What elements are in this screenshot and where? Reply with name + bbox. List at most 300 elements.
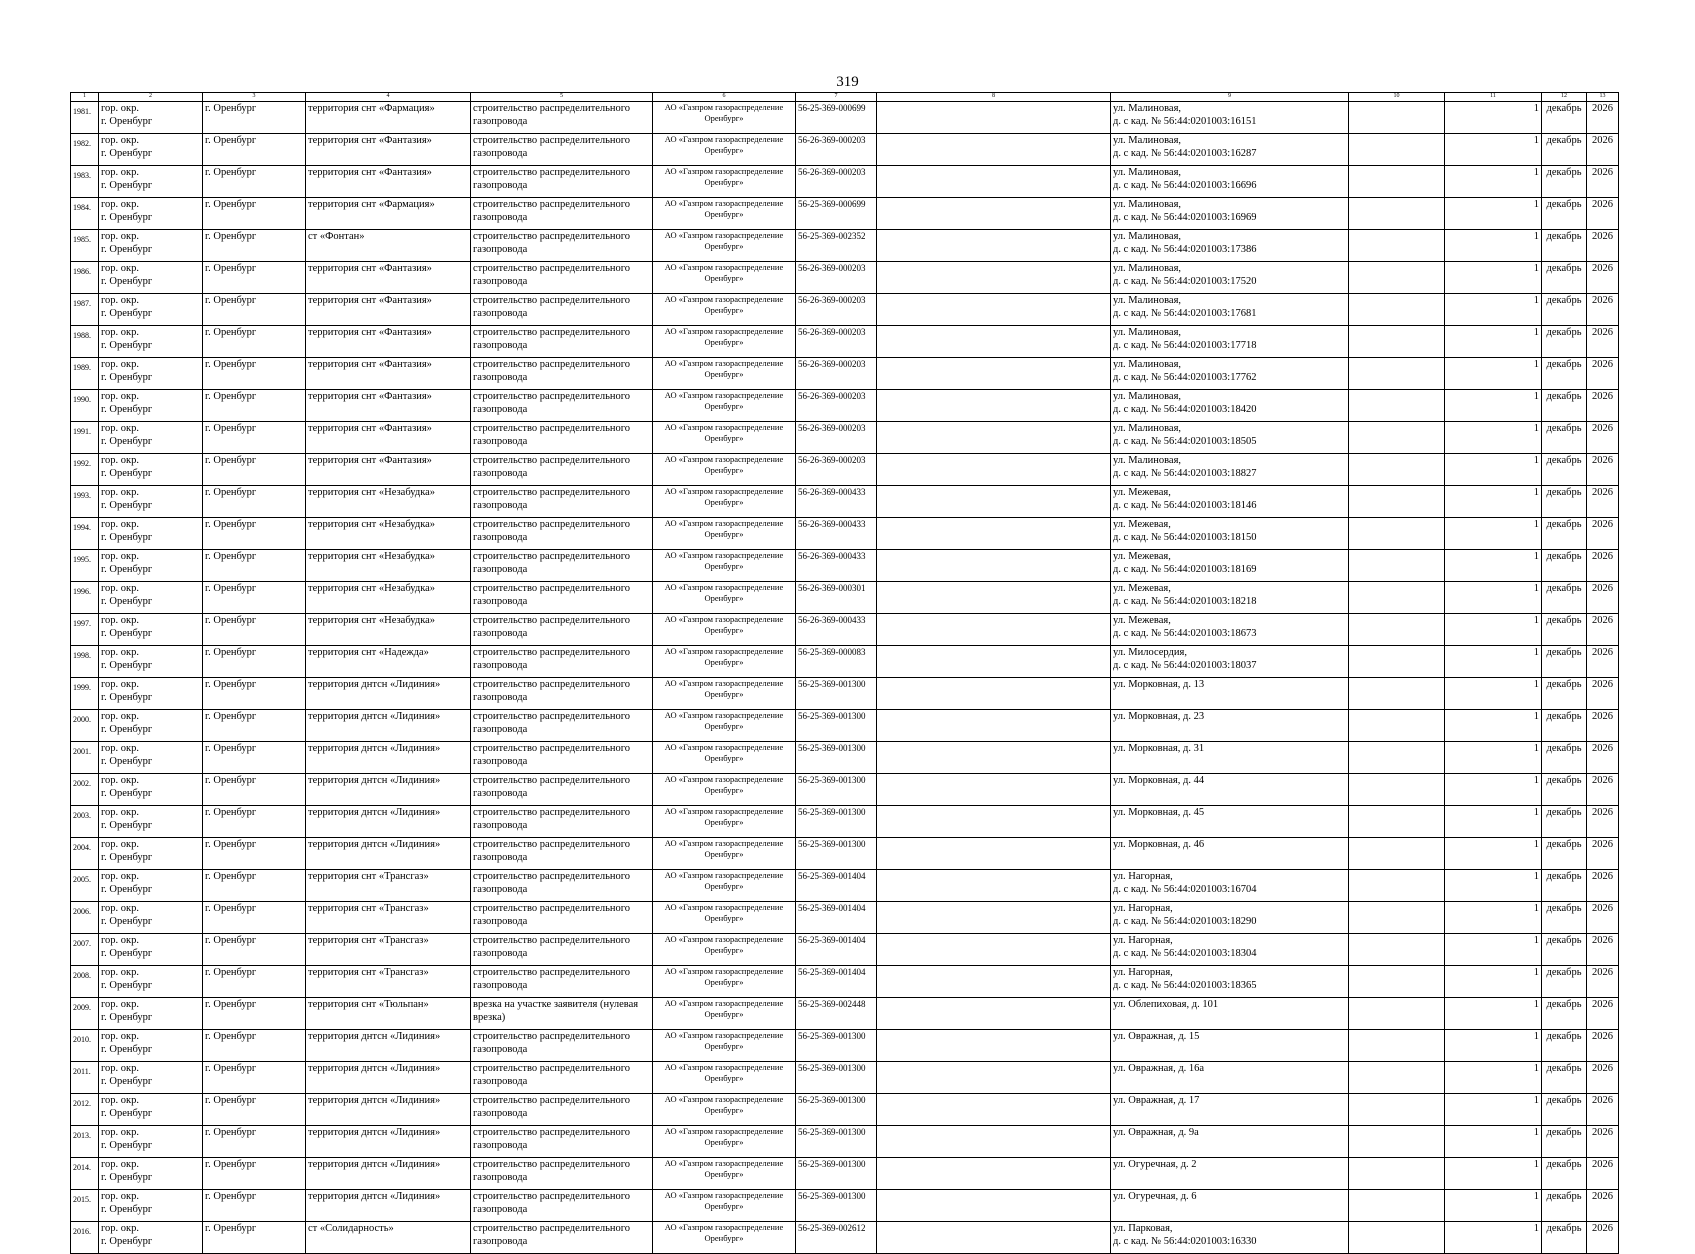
work-type-line: врезка на участке заявителя (нулевая bbox=[473, 999, 639, 1010]
work-type-line: строительство распределительного bbox=[473, 967, 631, 978]
month-text: декабрь bbox=[1546, 487, 1582, 498]
year-text: 2026 bbox=[1592, 263, 1613, 274]
code-text: 56-26-369-000203 bbox=[798, 423, 866, 433]
year-cell bbox=[1587, 294, 1619, 326]
month-text: декабрь bbox=[1546, 839, 1582, 850]
city-text: г. Оренбург bbox=[205, 807, 257, 818]
quantity-text: 1 bbox=[1533, 1223, 1539, 1234]
quantity-text: 1 bbox=[1533, 967, 1539, 978]
year-text: 2026 bbox=[1592, 135, 1613, 146]
territory-cell bbox=[306, 294, 471, 326]
address-line: ул. Межевая, bbox=[1113, 583, 1171, 594]
row-number-cell bbox=[71, 486, 99, 518]
row-number: 2016. bbox=[73, 1227, 91, 1236]
address-cell bbox=[1111, 390, 1349, 422]
code-text: 56-25-369-001404 bbox=[798, 871, 866, 881]
address-line: д. с кад. № 56:44:0201003:18146 bbox=[1113, 500, 1257, 511]
quantity-cell bbox=[1445, 710, 1542, 742]
work-type-line: газопровода bbox=[473, 436, 528, 447]
work-type-cell bbox=[471, 582, 653, 614]
empty-cell-10 bbox=[1349, 102, 1445, 134]
work-type-cell bbox=[471, 774, 653, 806]
territory-text: территория снт «Трансгаз» bbox=[308, 871, 429, 882]
territory-text: территория днтсн «Лидиния» bbox=[308, 679, 441, 690]
work-type-line: строительство распределительного bbox=[473, 583, 631, 594]
empty-cell-8 bbox=[877, 806, 1111, 838]
code-text: 56-25-369-001300 bbox=[798, 1191, 866, 1201]
row-number-cell bbox=[71, 166, 99, 198]
row-number-cell bbox=[71, 454, 99, 486]
address-line: ул. Морковная, д. 44 bbox=[1113, 775, 1205, 786]
work-type-line: газопровода bbox=[473, 1044, 528, 1055]
territory-cell bbox=[306, 678, 471, 710]
empty-cell-8 bbox=[877, 774, 1111, 806]
table-row bbox=[71, 550, 1619, 582]
district-line: гор. окр. bbox=[101, 903, 140, 914]
organization-line: Оренбург» bbox=[704, 881, 744, 891]
empty-cell-8 bbox=[877, 902, 1111, 934]
organization-line: АО «Газпром газораспределение bbox=[664, 934, 784, 944]
district-cell bbox=[99, 486, 203, 518]
work-type-line: газопровода bbox=[473, 116, 528, 127]
address-line: д. с кад. № 56:44:0201003:17718 bbox=[1113, 340, 1257, 351]
code-text: 56-25-369-000699 bbox=[798, 103, 866, 113]
empty-cell-8 bbox=[877, 710, 1111, 742]
address-line: ул. Межевая, bbox=[1113, 519, 1171, 530]
city-text: г. Оренбург bbox=[205, 359, 257, 370]
quantity-cell bbox=[1445, 102, 1542, 134]
year-text: 2026 bbox=[1592, 1127, 1613, 1138]
address-line: ул. Милосердия, bbox=[1113, 647, 1187, 658]
work-type-cell bbox=[471, 550, 653, 582]
month-cell bbox=[1542, 646, 1587, 678]
address-cell bbox=[1111, 870, 1349, 902]
address-cell bbox=[1111, 1190, 1349, 1222]
year-cell bbox=[1587, 838, 1619, 870]
city-cell bbox=[203, 358, 306, 390]
empty-cell-10 bbox=[1349, 966, 1445, 998]
work-type-line: газопровода bbox=[473, 852, 528, 863]
month-text: декабрь bbox=[1546, 455, 1582, 466]
empty-cell-10 bbox=[1349, 166, 1445, 198]
organization-line: Оренбург» bbox=[704, 913, 744, 923]
empty-cell-10 bbox=[1349, 1126, 1445, 1158]
code-cell bbox=[796, 1062, 877, 1094]
quantity-text: 1 bbox=[1533, 519, 1539, 530]
month-text: декабрь bbox=[1546, 327, 1582, 338]
empty-cell-10 bbox=[1349, 742, 1445, 774]
organization-line: АО «Газпром газораспределение bbox=[664, 1062, 784, 1072]
month-cell bbox=[1542, 1030, 1587, 1062]
year-text: 2026 bbox=[1592, 103, 1613, 114]
address-line: д. с кад. № 56:44:0201003:16696 bbox=[1113, 180, 1257, 191]
organization-cell bbox=[653, 742, 796, 774]
district-cell bbox=[99, 934, 203, 966]
district-line: гор. окр. bbox=[101, 135, 140, 146]
organization-line: Оренбург» bbox=[704, 785, 744, 795]
district-line: г. Оренбург bbox=[101, 148, 153, 159]
territory-cell bbox=[306, 1062, 471, 1094]
empty-cell-8 bbox=[877, 966, 1111, 998]
territory-text: территория снт «Незабудка» bbox=[308, 615, 436, 626]
work-type-line: газопровода bbox=[473, 180, 528, 191]
table-row bbox=[71, 998, 1619, 1030]
district-line: г. Оренбург bbox=[101, 788, 153, 799]
city-cell bbox=[203, 678, 306, 710]
row-number-cell bbox=[71, 838, 99, 870]
organization-line: АО «Газпром газораспределение bbox=[664, 230, 784, 240]
month-cell bbox=[1542, 518, 1587, 550]
work-type-line: газопровода bbox=[473, 276, 528, 287]
empty-cell-8 bbox=[877, 102, 1111, 134]
quantity-cell bbox=[1445, 198, 1542, 230]
address-cell bbox=[1111, 198, 1349, 230]
city-cell bbox=[203, 870, 306, 902]
column-number-2: 2 bbox=[99, 93, 203, 102]
empty-cell-10 bbox=[1349, 390, 1445, 422]
quantity-text: 1 bbox=[1533, 423, 1539, 434]
address-cell bbox=[1111, 1158, 1349, 1190]
city-cell bbox=[203, 614, 306, 646]
work-type-line: строительство распределительного bbox=[473, 711, 631, 722]
quantity-text: 1 bbox=[1533, 647, 1539, 658]
year-text: 2026 bbox=[1592, 327, 1613, 338]
work-type-cell bbox=[471, 902, 653, 934]
district-cell bbox=[99, 1222, 203, 1254]
organization-line: Оренбург» bbox=[704, 1009, 744, 1019]
work-type-cell bbox=[471, 486, 653, 518]
work-type-line: строительство распределительного bbox=[473, 679, 631, 690]
organization-cell bbox=[653, 806, 796, 838]
code-cell bbox=[796, 102, 877, 134]
month-cell bbox=[1542, 454, 1587, 486]
territory-text: территория снт «Фантазия» bbox=[308, 455, 432, 466]
work-type-line: строительство распределительного bbox=[473, 839, 631, 850]
address-cell bbox=[1111, 742, 1349, 774]
territory-cell bbox=[306, 934, 471, 966]
address-line: ул. Малиновая, bbox=[1113, 295, 1182, 306]
district-line: г. Оренбург bbox=[101, 372, 153, 383]
organization-line: АО «Газпром газораспределение bbox=[664, 902, 784, 912]
territory-text: территория днтсн «Лидиния» bbox=[308, 1031, 441, 1042]
organization-line: Оренбург» bbox=[704, 337, 744, 347]
city-cell bbox=[203, 1126, 306, 1158]
year-text: 2026 bbox=[1592, 359, 1613, 370]
work-type-line: строительство распределительного bbox=[473, 295, 631, 306]
territory-cell bbox=[306, 390, 471, 422]
month-cell bbox=[1542, 838, 1587, 870]
work-type-cell bbox=[471, 1062, 653, 1094]
address-cell bbox=[1111, 966, 1349, 998]
district-cell bbox=[99, 1126, 203, 1158]
quantity-cell bbox=[1445, 1126, 1542, 1158]
row-number: 1984. bbox=[73, 203, 91, 212]
table-row bbox=[71, 262, 1619, 294]
address-cell bbox=[1111, 1062, 1349, 1094]
address-line: д. с кад. № 56:44:0201003:18365 bbox=[1113, 980, 1257, 991]
address-cell bbox=[1111, 454, 1349, 486]
city-cell bbox=[203, 1222, 306, 1254]
row-number: 2015. bbox=[73, 1195, 91, 1204]
work-type-line: газопровода bbox=[473, 660, 528, 671]
row-number-cell bbox=[71, 902, 99, 934]
district-line: г. Оренбург bbox=[101, 1172, 153, 1183]
row-number-cell bbox=[71, 1062, 99, 1094]
column-number-8: 8 bbox=[877, 93, 1111, 102]
code-cell bbox=[796, 966, 877, 998]
row-number-cell bbox=[71, 198, 99, 230]
address-line: д. с кад. № 56:44:0201003:18169 bbox=[1113, 564, 1257, 575]
column-number-10: 10 bbox=[1349, 93, 1445, 102]
address-line: д. с кад. № 56:44:0201003:18827 bbox=[1113, 468, 1257, 479]
organization-cell bbox=[653, 230, 796, 262]
work-type-line: газопровода bbox=[473, 244, 528, 255]
year-cell bbox=[1587, 1190, 1619, 1222]
empty-cell-10 bbox=[1349, 998, 1445, 1030]
district-line: г. Оренбург bbox=[101, 820, 153, 831]
territory-cell bbox=[306, 582, 471, 614]
address-cell bbox=[1111, 550, 1349, 582]
city-text: г. Оренбург bbox=[205, 583, 257, 594]
quantity-cell bbox=[1445, 742, 1542, 774]
work-type-line: газопровода bbox=[473, 724, 528, 735]
territory-text: территория снт «Тюльпан» bbox=[308, 999, 429, 1010]
row-number-cell bbox=[71, 1190, 99, 1222]
work-type-line: строительство распределительного bbox=[473, 551, 631, 562]
organization-line: Оренбург» bbox=[704, 529, 744, 539]
work-type-line: строительство распределительного bbox=[473, 487, 631, 498]
organization-line: АО «Газпром газораспределение bbox=[664, 454, 784, 464]
column-number-13: 13 bbox=[1587, 93, 1619, 102]
quantity-text: 1 bbox=[1533, 1063, 1539, 1074]
district-line: г. Оренбург bbox=[101, 404, 153, 415]
city-text: г. Оренбург bbox=[205, 327, 257, 338]
empty-cell-10 bbox=[1349, 1158, 1445, 1190]
organization-cell bbox=[653, 774, 796, 806]
code-text: 56-26-369-000203 bbox=[798, 391, 866, 401]
city-text: г. Оренбург bbox=[205, 519, 257, 530]
month-text: декабрь bbox=[1546, 263, 1582, 274]
table-row bbox=[71, 1062, 1619, 1094]
quantity-text: 1 bbox=[1533, 551, 1539, 562]
work-type-line: строительство распределительного bbox=[473, 199, 631, 210]
empty-cell-10 bbox=[1349, 454, 1445, 486]
table-row bbox=[71, 806, 1619, 838]
district-line: г. Оренбург bbox=[101, 1012, 153, 1023]
month-cell bbox=[1542, 678, 1587, 710]
district-cell bbox=[99, 966, 203, 998]
month-text: декабрь bbox=[1546, 679, 1582, 690]
organization-line: АО «Газпром газораспределение bbox=[664, 134, 784, 144]
code-cell bbox=[796, 166, 877, 198]
quantity-cell bbox=[1445, 262, 1542, 294]
territory-text: территория снт «Трансгаз» bbox=[308, 903, 429, 914]
empty-cell-10 bbox=[1349, 134, 1445, 166]
work-type-line: строительство распределительного bbox=[473, 327, 631, 338]
district-cell bbox=[99, 902, 203, 934]
quantity-cell bbox=[1445, 1222, 1542, 1254]
district-cell bbox=[99, 102, 203, 134]
district-line: гор. окр. bbox=[101, 455, 140, 466]
organization-line: АО «Газпром газораспределение bbox=[664, 742, 784, 752]
address-cell bbox=[1111, 422, 1349, 454]
table-body bbox=[71, 102, 1619, 1254]
month-cell bbox=[1542, 294, 1587, 326]
district-cell bbox=[99, 1158, 203, 1190]
table-row bbox=[71, 454, 1619, 486]
quantity-cell bbox=[1445, 902, 1542, 934]
territory-text: территория снт «Незабудка» bbox=[308, 519, 436, 530]
quantity-cell bbox=[1445, 1094, 1542, 1126]
territory-cell bbox=[306, 966, 471, 998]
district-line: гор. окр. bbox=[101, 679, 140, 690]
territory-cell bbox=[306, 870, 471, 902]
address-cell bbox=[1111, 486, 1349, 518]
city-text: г. Оренбург bbox=[205, 263, 257, 274]
code-cell bbox=[796, 1030, 877, 1062]
address-cell bbox=[1111, 1222, 1349, 1254]
year-text: 2026 bbox=[1592, 1223, 1613, 1234]
organization-line: Оренбург» bbox=[704, 1105, 744, 1115]
organization-line: Оренбург» bbox=[704, 817, 744, 827]
empty-cell-8 bbox=[877, 422, 1111, 454]
district-line: гор. окр. bbox=[101, 1031, 140, 1042]
organization-line: АО «Газпром газораспределение bbox=[664, 486, 784, 496]
code-cell bbox=[796, 1094, 877, 1126]
district-line: гор. окр. bbox=[101, 1063, 140, 1074]
organization-line: АО «Газпром газораспределение bbox=[664, 1094, 784, 1104]
district-line: гор. окр. bbox=[101, 199, 140, 210]
row-number: 2007. bbox=[73, 939, 91, 948]
month-text: декабрь bbox=[1546, 935, 1582, 946]
month-text: декабрь bbox=[1546, 903, 1582, 914]
month-text: декабрь bbox=[1546, 743, 1582, 754]
territory-cell bbox=[306, 134, 471, 166]
code-cell bbox=[796, 1126, 877, 1158]
row-number: 1989. bbox=[73, 363, 91, 372]
column-number-row bbox=[71, 93, 1619, 102]
organization-cell bbox=[653, 1094, 796, 1126]
quantity-text: 1 bbox=[1533, 1127, 1539, 1138]
territory-text: территория снт «Трансгаз» bbox=[308, 967, 429, 978]
district-line: гор. окр. bbox=[101, 807, 140, 818]
work-type-line: газопровода bbox=[473, 884, 528, 895]
address-cell bbox=[1111, 102, 1349, 134]
quantity-text: 1 bbox=[1533, 935, 1539, 946]
quantity-text: 1 bbox=[1533, 1095, 1539, 1106]
work-type-line: газопровода bbox=[473, 212, 528, 223]
organization-line: Оренбург» bbox=[704, 497, 744, 507]
organization-line: АО «Газпром газораспределение bbox=[664, 422, 784, 432]
empty-cell-8 bbox=[877, 934, 1111, 966]
district-line: гор. окр. bbox=[101, 423, 140, 434]
city-text: г. Оренбург bbox=[205, 1127, 257, 1138]
address-line: ул. Овражная, д. 15 bbox=[1113, 1031, 1200, 1042]
work-type-line: строительство распределительного bbox=[473, 1063, 631, 1074]
year-cell bbox=[1587, 518, 1619, 550]
organization-cell bbox=[653, 582, 796, 614]
month-cell bbox=[1542, 326, 1587, 358]
empty-cell-10 bbox=[1349, 838, 1445, 870]
month-cell bbox=[1542, 166, 1587, 198]
address-cell bbox=[1111, 518, 1349, 550]
work-type-line: газопровода bbox=[473, 1204, 528, 1215]
territory-text: территория днтсн «Лидиния» bbox=[308, 743, 441, 754]
work-type-line: газопровода bbox=[473, 500, 528, 511]
year-cell bbox=[1587, 1062, 1619, 1094]
quantity-text: 1 bbox=[1533, 903, 1539, 914]
table-row bbox=[71, 742, 1619, 774]
work-type-cell bbox=[471, 454, 653, 486]
city-cell bbox=[203, 902, 306, 934]
city-text: г. Оренбург bbox=[205, 231, 257, 242]
row-number-cell bbox=[71, 614, 99, 646]
district-line: гор. окр. bbox=[101, 295, 140, 306]
territory-cell bbox=[306, 998, 471, 1030]
work-type-cell bbox=[471, 1158, 653, 1190]
organization-line: АО «Газпром газораспределение bbox=[664, 998, 784, 1008]
district-cell bbox=[99, 390, 203, 422]
territory-text: территория снт «Трансгаз» bbox=[308, 935, 429, 946]
empty-cell-10 bbox=[1349, 806, 1445, 838]
territory-cell bbox=[306, 454, 471, 486]
address-cell bbox=[1111, 934, 1349, 966]
month-cell bbox=[1542, 1158, 1587, 1190]
code-text: 56-25-369-000083 bbox=[798, 647, 866, 657]
organization-line: Оренбург» bbox=[704, 753, 744, 763]
month-text: декабрь bbox=[1546, 167, 1582, 178]
month-cell bbox=[1542, 902, 1587, 934]
address-line: ул. Нагорная, bbox=[1113, 935, 1173, 946]
month-cell bbox=[1542, 134, 1587, 166]
row-number: 2013. bbox=[73, 1131, 91, 1140]
quantity-cell bbox=[1445, 934, 1542, 966]
empty-cell-8 bbox=[877, 742, 1111, 774]
territory-cell bbox=[306, 774, 471, 806]
month-cell bbox=[1542, 742, 1587, 774]
address-line: д. с кад. № 56:44:0201003:16704 bbox=[1113, 884, 1257, 895]
address-line: ул. Овражная, д. 16а bbox=[1113, 1063, 1205, 1074]
table-row bbox=[71, 1222, 1619, 1254]
organization-line: Оренбург» bbox=[704, 145, 744, 155]
empty-cell-8 bbox=[877, 486, 1111, 518]
month-cell bbox=[1542, 774, 1587, 806]
month-text: декабрь bbox=[1546, 135, 1582, 146]
year-cell bbox=[1587, 390, 1619, 422]
table-row bbox=[71, 582, 1619, 614]
row-number: 2010. bbox=[73, 1035, 91, 1044]
month-text: декабрь bbox=[1546, 103, 1582, 114]
code-cell bbox=[796, 1158, 877, 1190]
column-number-9: 9 bbox=[1111, 93, 1349, 102]
district-cell bbox=[99, 838, 203, 870]
code-text: 56-25-369-000699 bbox=[798, 199, 866, 209]
quantity-text: 1 bbox=[1533, 327, 1539, 338]
territory-text: территория днтсн «Лидиния» bbox=[308, 1063, 441, 1074]
territory-cell bbox=[306, 1158, 471, 1190]
territory-text: территория снт «Фантазия» bbox=[308, 359, 432, 370]
quantity-cell bbox=[1445, 326, 1542, 358]
quantity-cell bbox=[1445, 550, 1542, 582]
quantity-cell bbox=[1445, 1158, 1542, 1190]
table-row bbox=[71, 230, 1619, 262]
month-text: декабрь bbox=[1546, 1127, 1582, 1138]
district-line: г. Оренбург bbox=[101, 532, 153, 543]
district-line: г. Оренбург bbox=[101, 1140, 153, 1151]
table-row bbox=[71, 870, 1619, 902]
code-cell bbox=[796, 646, 877, 678]
address-line: д. с кад. № 56:44:0201003:18673 bbox=[1113, 628, 1257, 639]
